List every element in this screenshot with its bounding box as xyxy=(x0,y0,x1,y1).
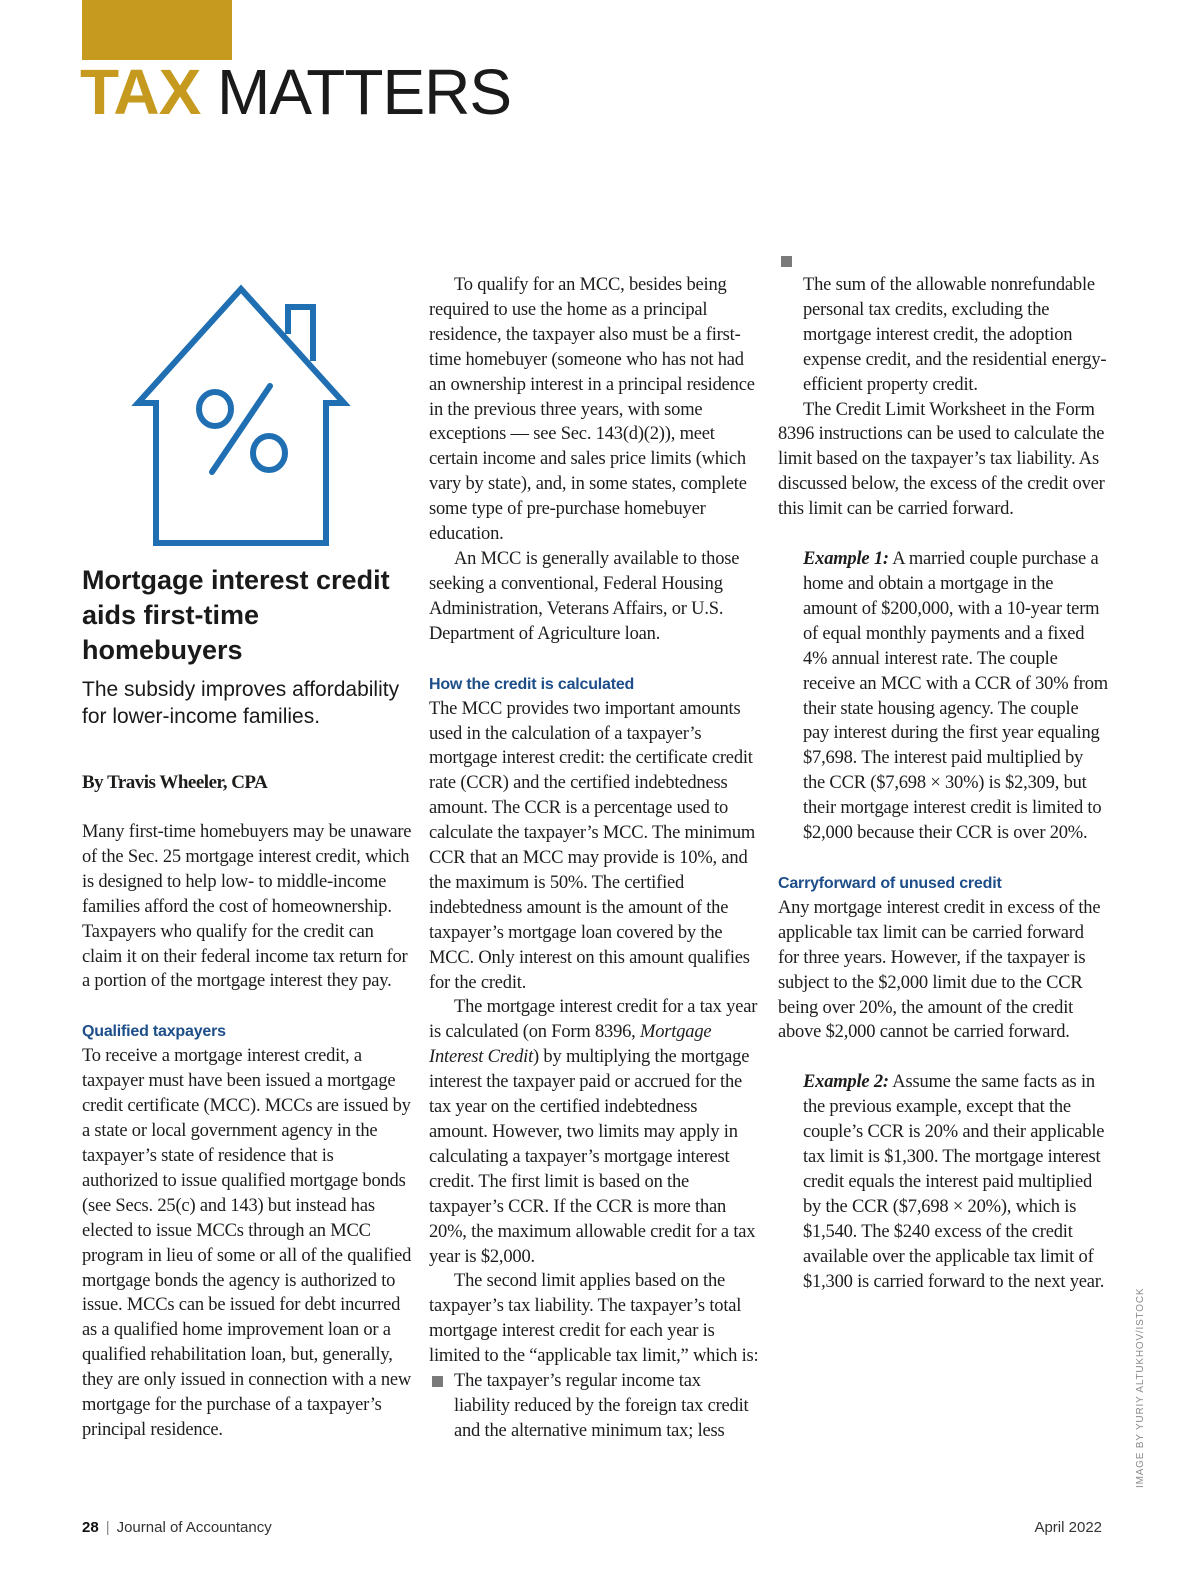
paragraph: The second limit applies based on the taxpayer’s tax liability. The taxpayer’s total mortgage interest credit for each year is limited to the “applicable tax limit,” which is: xyxy=(429,1271,759,1367)
paragraph: Any mortgage interest credit in excess of the applicable tax limit can be carried forward for three years. However, if the taxpayer is subject to the $2,000 limit due to the CCR being over 20%, the amount of the credit above $2,000 cannot be carried forward. xyxy=(778,897,1101,1043)
bullet-text: The taxpayer’s regular income tax liability reduced by the foreign tax credit and the alternative minimum tax; less xyxy=(454,1371,749,1441)
issue-date: April 2022 xyxy=(1034,1519,1102,1536)
section-masthead xyxy=(80,52,511,132)
example-label: Example 1: xyxy=(803,549,889,570)
example-text: Assume the same facts as in the previous example, except that the couple’s CCR is 20% and their applicable tax limit is $1,300. The mortgage interest credit equals the interest paid multiplied by the CCR ($7,698 × 20%), which is $1,540. The $240 excess of the credit available over the applicable tax limit of $1,300 is carried forward to the next year. xyxy=(803,1072,1105,1292)
bullet-text: The sum of the allowable nonrefundable personal tax credits, excluding the mortgage interest credit, the adoption expense credit, and the residential energy-efficient property credit. xyxy=(803,275,1107,395)
subhead-carryforward: Carryforward of unused credit xyxy=(778,874,1002,892)
page-footer xyxy=(82,1516,1102,1540)
image-credit: IMAGE BY YURIY ALTUKHOV/ISTOCK xyxy=(1135,1287,1146,1488)
masthead-tax: TAX xyxy=(80,56,201,128)
masthead-accent-bar xyxy=(82,0,232,60)
paragraph: Many first-time homebuyers may be unaware of the Sec. 25 mortgage interest credit, which is designed to help low- to middle-income families afford the cost of homeownership. Taxpayers who qualify for the credit can claim it on their federal income tax return for a portion of the mortgage interest they pay. xyxy=(82,822,412,992)
text-column-1 xyxy=(82,820,412,1443)
square-bullet-icon xyxy=(781,256,792,267)
subhead-how-calculated: How the credit is calculated xyxy=(429,675,635,693)
text-run: The mortgage interest credit for a tax year is calculated (on Form 8396, xyxy=(429,997,758,1043)
example-text: A married couple purchase a home and obtain a mortgage in the amount of $200,000, with a 10-year term of equal monthly payments and a fixed 4% annual interest rate. The couple receive an MCC with a CCR of 30% from their state housing agency. The couple pay interest during the first year equaling $7,698. The interest paid multiplied by the CCR ($7,698 × 30%) is $2,309, but their mortgage interest credit is limited to $2,000 because their CCR is over 20%. xyxy=(803,549,1108,844)
masthead-matters: MATTERS xyxy=(217,56,512,128)
publication-name: Journal of Accountancy xyxy=(116,1519,272,1536)
form-title: Mortgage Interest Credit xyxy=(429,1022,712,1068)
paragraph: An MCC is generally available to those seeking a conventional, Federal Housing Administration, Veterans Affairs, or U.S. Department of Agriculture loan. xyxy=(429,548,740,644)
paragraph: The Credit Limit Worksheet in the Form 8396 instructions can be used to calculate the limit based on the taxpayer’s tax liability. As discussed below, the excess of the credit over this limit can be carried forward. xyxy=(778,399,1105,520)
bullet-item xyxy=(778,273,1108,398)
example-1 xyxy=(778,547,1108,846)
square-bullet-icon xyxy=(432,1376,443,1387)
footer-separator: | xyxy=(105,1519,110,1536)
paragraph: To receive a mortgage interest credit, a taxpayer must have been issued a mortgage credit certificate (MCC). MCCs are issued by a state or local government agency in the taxpayer’s state of residence that is authorized to issue qualified mortgage bonds (see Secs. 25(c) and 143) but instead has elected to issue MCCs through an MCC program in lieu of some or all of the qualified mortgage bonds the agency is authorized to issue. MCCs can be issued for debt incurred as a qualified home improvement loan or a qualified rehabilitation loan, but, generally, they are only issued in connection with a new mortgage for the purchase of a taxpayer’s principal residence. xyxy=(82,1046,412,1440)
paragraph: The MCC provides two important amounts used in the calculation of a taxpayer’s mortgage interest credit: the certificate credit rate (CCR) and the certified indebtedness amount. The CCR is a percentage used to calculate the taxpayer’s MCC. The minimum CCR that an MCC may provide is 10%, and the maximum is 50%. The certified indebtedness amount is the amount of the taxpayer’s mortgage loan covered by the MCC. Only interest on this amount qualifies for the credit. xyxy=(429,698,756,993)
article-byline: By Travis Wheeler, CPA xyxy=(82,772,268,793)
text-column-2 xyxy=(429,273,759,1444)
subhead-qualified-taxpayers: Qualified taxpayers xyxy=(82,1023,226,1041)
bullet-item xyxy=(429,1369,759,1444)
paragraph xyxy=(429,995,759,1269)
page-number: 28 xyxy=(82,1519,99,1536)
paragraph: To qualify for an MCC, besides being required to use the home as a principal residence, the taxpayer also must be a first-time homebuyer (someone who has not had an ownership interest in a principal residence in the previous three years, with some exceptions — see Sec. 143(d)(2)), meet certain income and sales price limits (which vary by state), and, in some states, complete some type of pre-purchase homebuyer education. xyxy=(429,275,755,545)
article-deck: The subsidy improves affordability for lower-income families. xyxy=(82,678,400,728)
example-label: Example 2: xyxy=(803,1072,889,1093)
text-column-3 xyxy=(778,273,1108,1295)
example-2 xyxy=(778,1070,1108,1294)
article-headline: Mortgage interest credit aids first-time homebuyers xyxy=(82,565,390,665)
text-run: ) by multiplying the mortgage interest the taxpayer paid or accrued for the tax year on the certified indebtedness amount. However, two limits may apply in calculating a taxpayer’s mortgage interest credit. The first limit is based on the taxpayer’s CCR. If the CCR is more than 20%, the maximum allowable credit for a tax year is $2,000. xyxy=(429,1047,756,1267)
house-percent-icon xyxy=(120,278,365,548)
